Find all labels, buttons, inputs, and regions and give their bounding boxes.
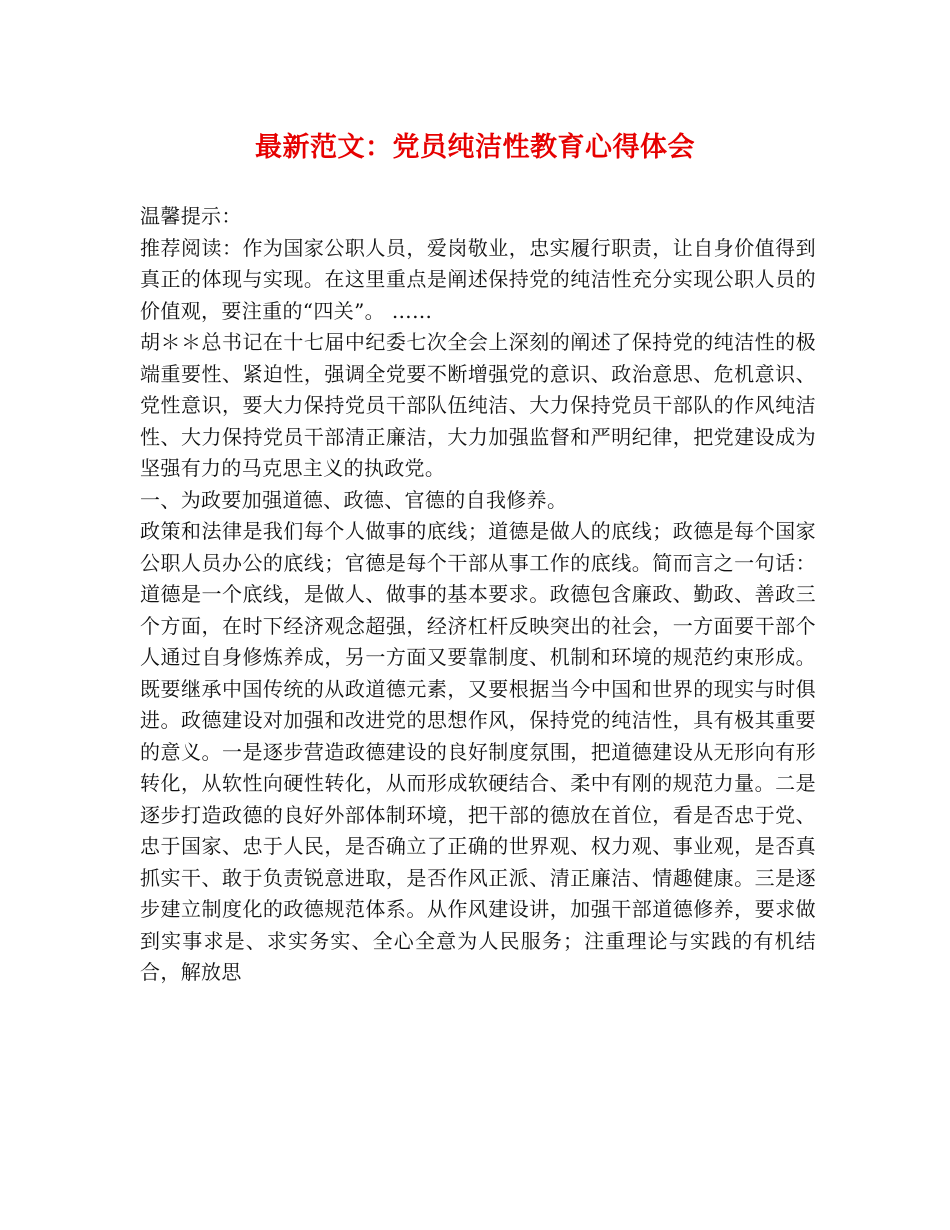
section-heading-1: 一、为政要加强道德、政德、官德的自我修养。 <box>140 487 568 512</box>
paragraph-tip-label: 温馨提示： <box>140 204 242 228</box>
document-title: 最新范文：党员纯洁性教育心得体会 <box>255 132 695 163</box>
paragraph-section-1: 政策和法律是我们每个人做事的底线；道德是做人的底线；政德是每个国家公职人员办公的底线；官德是每个干部从事工作的底线。简而言之一句话：道德是一个底线，是做人、做事的基本要求。政德包含廉政、勤政、善政三个方面，在时下经济观念超强，经济杠杆反映突出的社会，一方面要干部个人通过自身修炼养成，另一方面又要靠制度、机制和环境的规范约束形成。既要继承中国传统的从政道德元素，又要根据当今中国和世界的现实与时俱进。政德建设对加强和改进党的思想作风，保持党的纯洁性，具有极其重要的意义。一是逐步营造政德建设的良好制度氛围，把道德建设从无形向有形转化，从软性向硬性转化，从而形成软硬结合、柔中有刚的规范力量。二是逐步打造政德的良好外部体制环境，把干部的德放在首位，看是否忠于党、忠于国家、忠于人民，是否确立了正确的世界观、权力观、事业观，是否真抓实干、敢于负责锐意进取，是否作风正派、清正廉洁、情趣健康。三是逐步建立制度化的政德规范体系。从作风建设讲，加强干部道德修养，要求做到实事求是、求实务实、全心全意为人民服务；注重理论与实践的有机结合，解放思 <box>140 519 816 984</box>
paragraph-intro: 胡＊＊总书记在十七届中纪委七次全会上深刻的阐述了保持党的纯洁性的极端重要性、紧迫性，强调全党要不断增强党的意识、政治意思、危机意识、党性意识，要大力保持党员干部队伍纯洁、大力保持党员干部队的作风纯洁性、大力保持党员干部清正廉洁，大力加强监督和严明纪律，把党建设成为坚强有力的马克思主义的执政党。 <box>140 330 816 480</box>
paragraph-recommended-reading: 推荐阅读：作为国家公职人员，爱岗敬业，忠实履行职责，让自身价值得到真正的体现与实现。在这里重点是阐述保持党的纯洁性充分实现公职人员的价值观，要注重的“四关”。 …… <box>140 235 816 323</box>
document-body <box>140 201 816 989</box>
